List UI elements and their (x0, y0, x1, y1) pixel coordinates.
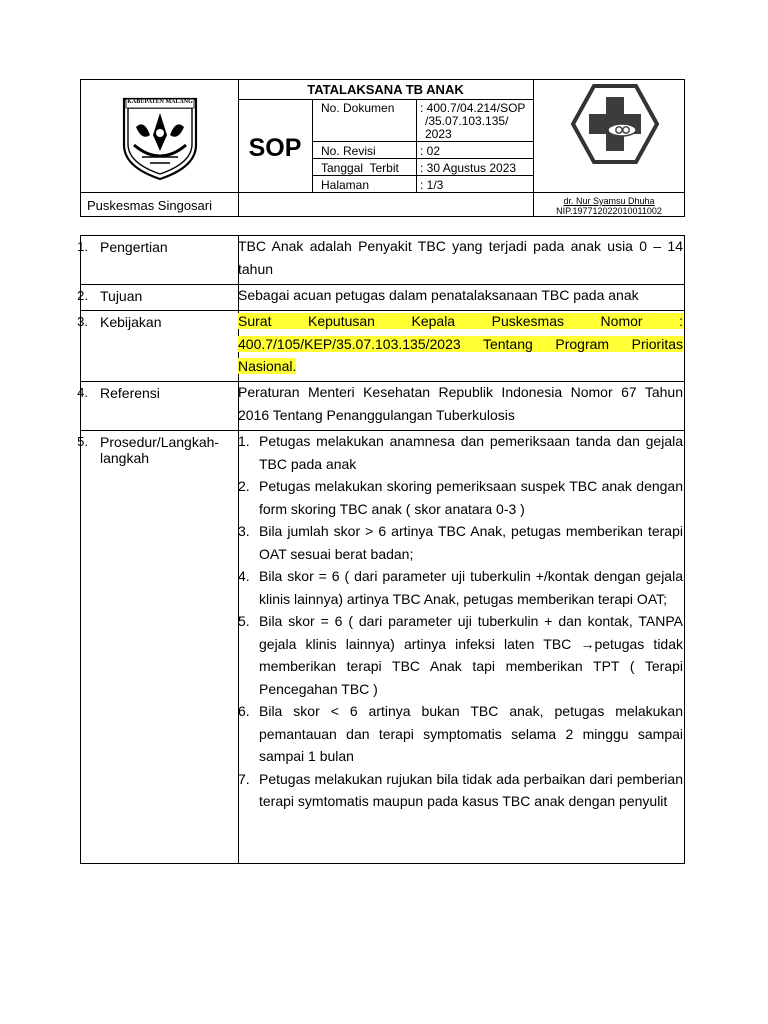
procedure-step: 2. Petugas melakukan skoring pemeriksaan suspek TBC anak dengan form skoring TBC anak ( skor anatara 0-3 ) (238, 478, 683, 517)
procedure-step: 4. Bila skor = 6 ( dari parameter uji tuberkulin +/kontak dengan gejala klinis lainnya) artinya TBC Anak, petugas memberikan terapi OAT; (238, 568, 683, 607)
section-number: 4. (77, 385, 88, 400)
health-cross-emblem-icon (570, 83, 660, 165)
section-text-referensi: Peraturan Menteri Kesehatan Republik Indonesia Nomor 67 Tahun 2016 Tentang Penanggulangan Tuberkulosis (238, 384, 683, 423)
kabupaten-malang-logo (120, 95, 200, 181)
procedure-step: 6. Bila skor < 6 artinya bukan TBC anak, petugas melakukan pemantauan dan terapi symptomatis selama 2 minggu sampai sampai 1 bulan (238, 703, 683, 764)
procedure-step: 1. Petugas melakukan anamnesa dan pemeriksaan tanda dan gejala TBC pada anak (238, 433, 683, 472)
section-label-kebijakan: Kebijakan (100, 314, 162, 330)
section-number: 5. (77, 434, 88, 449)
section-label-prosedur-line-2: langkah (100, 450, 150, 466)
section-label-prosedur-line-1: Prosedur/Langkah- (100, 434, 220, 450)
section-text-kebijakan: Surat Keputusan Kepala Puskesmas Nomor : 400.7/105/KEP/35.07.103.135/2023 Tentang Program Prioritas Nasional. (238, 313, 683, 374)
procedure-steps (238, 430, 683, 813)
section-label-referensi: Referensi (100, 385, 160, 401)
sop-label: SOP (248, 134, 302, 162)
procedure-step: 7. Petugas melakukan rujukan bila tidak ada perbaikan dari pemberian terapi symtomatis maupun pada kasus TBC anak dengan penyulit (238, 770, 683, 809)
document-number-line-2: /35.07.103.135/ (425, 114, 509, 128)
section-label-tujuan: Tujuan (100, 288, 143, 304)
field-label-page: Halaman (321, 178, 370, 192)
issue-date-value: : 30 Agustus 2023 (420, 161, 517, 175)
sop-header (80, 79, 685, 217)
revision-value: : 02 (420, 144, 441, 158)
signatory-name: dr. Nur Syamsu Dhuha (563, 196, 655, 206)
section-number: 1. (77, 239, 88, 254)
sop-content-table (77, 235, 685, 864)
section-label-prosedur (100, 434, 219, 466)
signatory-nip: NIP.197712022010011002 (556, 206, 662, 216)
logo-caption: KABUPATEN MALANG (127, 99, 193, 105)
section-label-pengertian: Pengertian (100, 239, 168, 255)
section-text-pengertian: TBC Anak adalah Penyakit TBC yang terjadi pada anak usia 0 – 14 tahun (238, 238, 683, 277)
document-number-line-3: 2023 (425, 127, 452, 141)
procedure-step: 3. Bila jumlah skor > 6 artinya TBC Anak, petugas memberikan terapi OAT sesuai berat badan; (238, 523, 683, 562)
section-text-tujuan: Sebagai acuan petugas dalam penatalaksanaan TBC pada anak (238, 287, 639, 303)
field-label-document-number: No. Dokumen (321, 101, 395, 115)
document-title: TATALAKSANA TB ANAK (307, 82, 464, 97)
procedure-step: 5. Bila skor = 6 ( dari parameter uji tuberkulin + dan kontak, TANPA gejala klinis lainnya) artinya infeksi laten TBC →petugas tidak memberikan terapi TBC Anak tapi memberikan TPT ( Terapi Pencegahan TBC ) (238, 613, 683, 697)
page-value: : 1/3 (420, 178, 444, 192)
organization-name: Puskesmas Singosari (87, 198, 212, 213)
field-label-revision: No. Revisi (321, 144, 376, 158)
section-number: 3. (77, 314, 88, 329)
document-number-line-1: : 400.7/04.214/SOP (420, 101, 526, 115)
section-number: 2. (77, 288, 88, 303)
field-label-issue-date: Tanggal Terbit (321, 161, 399, 175)
